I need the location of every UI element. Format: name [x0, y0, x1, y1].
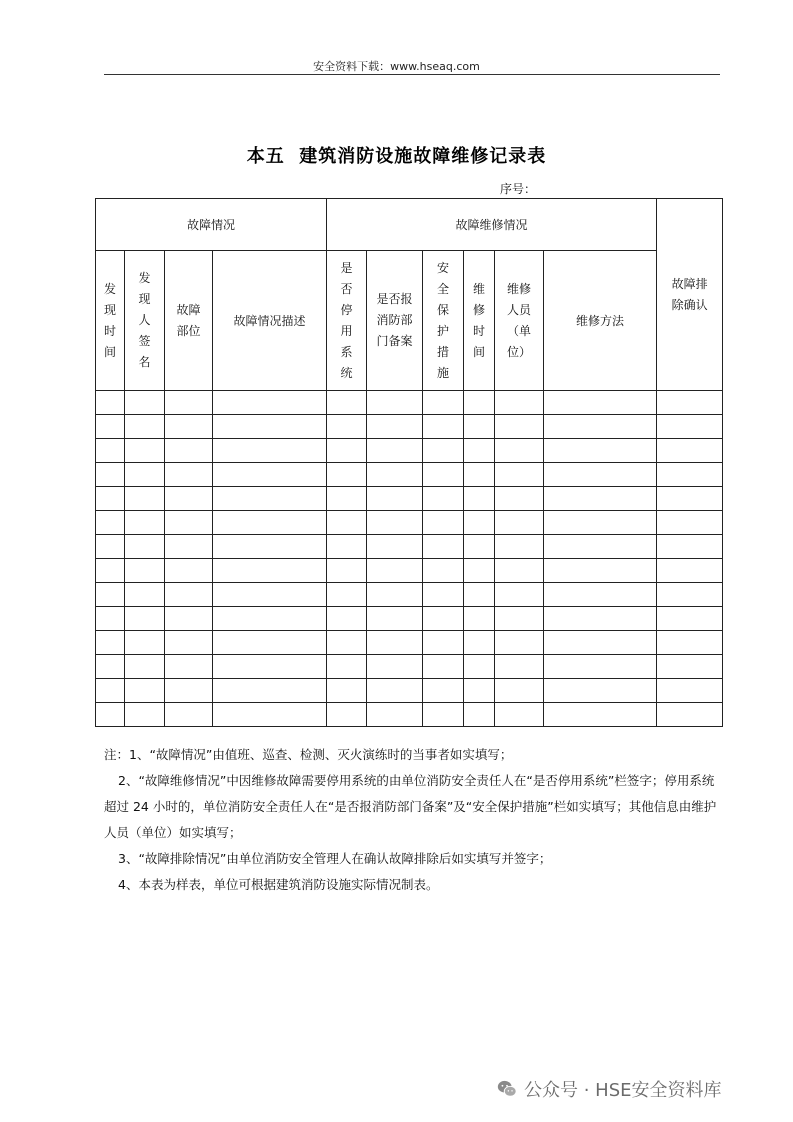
table-cell[interactable] — [464, 583, 495, 607]
table-cell[interactable] — [367, 535, 423, 559]
table-row — [96, 535, 723, 559]
table-row — [96, 679, 723, 703]
group-header-fault: 故障情况 — [96, 199, 327, 251]
table-cell[interactable] — [96, 583, 125, 607]
table-cell[interactable] — [464, 439, 495, 463]
table-cell[interactable] — [96, 655, 125, 679]
table-cell[interactable] — [423, 679, 464, 703]
table-cell[interactable] — [96, 535, 125, 559]
table-cell[interactable] — [495, 631, 544, 655]
fault-repair-record-table — [95, 198, 723, 727]
table-cell[interactable] — [367, 703, 423, 727]
table-cell[interactable] — [96, 631, 125, 655]
table-cell[interactable] — [657, 391, 723, 415]
col-header-repair-staff — [495, 251, 544, 391]
table-cell[interactable] — [544, 391, 657, 415]
table-cell[interactable] — [327, 487, 367, 511]
table-cell[interactable] — [165, 463, 213, 487]
table-cell[interactable] — [165, 679, 213, 703]
table-cell[interactable] — [213, 703, 327, 727]
table-cell[interactable] — [165, 391, 213, 415]
table-cell[interactable] — [327, 655, 367, 679]
table-cell[interactable] — [423, 415, 464, 439]
table-cell[interactable] — [213, 463, 327, 487]
table-cell[interactable] — [423, 655, 464, 679]
note-2: 2、“故障维修情况”中因维修故障需要停用系统的由单位消防安全责任人在“是否停用系统”栏签字；停用系统超过 24 小时的，单位消防安全责任人在“是否报消防部门备案”及“安全保护措施”栏如实填写；其他信息由维护人员（单位）如实填写； — [104, 773, 717, 840]
table-cell[interactable] — [327, 391, 367, 415]
table-cell[interactable] — [544, 463, 657, 487]
col-header-found-time-text: 发现时间 — [103, 281, 116, 359]
table-cell[interactable] — [367, 655, 423, 679]
col-header-repair-staff-text: 维修人员（单位） — [507, 281, 532, 359]
table-cell[interactable] — [367, 607, 423, 631]
col-header-found-time — [96, 251, 125, 391]
table-cell[interactable] — [125, 679, 165, 703]
table-cell[interactable] — [464, 679, 495, 703]
table-row — [96, 655, 723, 679]
table-cell[interactable] — [96, 391, 125, 415]
table-cell[interactable] — [96, 415, 125, 439]
table-cell[interactable] — [96, 511, 125, 535]
table-cell[interactable] — [544, 631, 657, 655]
col-header-fault-description: 故障情况描述 — [213, 251, 327, 391]
table-cell[interactable] — [125, 487, 165, 511]
table-cell[interactable] — [165, 703, 213, 727]
table-cell[interactable] — [125, 607, 165, 631]
table-cell[interactable] — [657, 511, 723, 535]
table-cell[interactable] — [464, 559, 495, 583]
table-cell[interactable] — [423, 607, 464, 631]
col-header-confirm-text: 故障排除确认 — [671, 276, 708, 312]
table-cell[interactable] — [327, 559, 367, 583]
table-cell[interactable] — [125, 703, 165, 727]
table-cell[interactable] — [544, 583, 657, 607]
table-cell[interactable] — [96, 607, 125, 631]
table-cell[interactable] — [125, 415, 165, 439]
col-header-repair-method: 维修方法 — [544, 251, 657, 391]
table-cell[interactable] — [96, 559, 125, 583]
table-cell[interactable] — [367, 631, 423, 655]
table-cell[interactable] — [213, 415, 327, 439]
col-header-fault-location-text: 故障部位 — [176, 302, 201, 338]
table-cell[interactable] — [423, 487, 464, 511]
table-row — [96, 391, 723, 415]
table-cell[interactable] — [464, 391, 495, 415]
table-cell[interactable] — [495, 463, 544, 487]
table-row — [96, 487, 723, 511]
table-row — [96, 583, 723, 607]
table-cell[interactable] — [657, 439, 723, 463]
table-cell[interactable] — [367, 487, 423, 511]
table-cell[interactable] — [464, 631, 495, 655]
table-cell[interactable] — [423, 391, 464, 415]
table-cell[interactable] — [125, 391, 165, 415]
table-cell[interactable] — [423, 583, 464, 607]
table-cell[interactable] — [657, 655, 723, 679]
table-cell[interactable] — [464, 703, 495, 727]
table-cell[interactable] — [657, 415, 723, 439]
table-cell[interactable] — [213, 535, 327, 559]
table-cell[interactable] — [544, 487, 657, 511]
table-cell[interactable] — [96, 439, 125, 463]
table-cell[interactable] — [327, 703, 367, 727]
col-header-finder-sign-text: 发现人签名 — [138, 271, 151, 369]
table-cell[interactable] — [327, 583, 367, 607]
table-cell[interactable] — [495, 607, 544, 631]
table-cell[interactable] — [367, 559, 423, 583]
table-cell[interactable] — [367, 415, 423, 439]
table-cell[interactable] — [423, 631, 464, 655]
table-cell[interactable] — [327, 439, 367, 463]
table-cell[interactable] — [495, 583, 544, 607]
table-cell[interactable] — [544, 607, 657, 631]
table-cell[interactable] — [125, 535, 165, 559]
table-cell[interactable] — [464, 487, 495, 511]
table-cell[interactable] — [125, 559, 165, 583]
table-cell[interactable] — [423, 559, 464, 583]
page-title: 本五 建筑消防设施故障维修记录表 — [246, 146, 547, 167]
table-cell[interactable] — [165, 439, 213, 463]
table-cell[interactable] — [495, 535, 544, 559]
note-4: 4、本表为样表，单位可根据建筑消防设施实际情况制表。 — [118, 877, 439, 892]
table-cell[interactable] — [125, 655, 165, 679]
table-cell[interactable] — [544, 535, 657, 559]
table-cell[interactable] — [495, 559, 544, 583]
table-cell[interactable] — [464, 535, 495, 559]
table-row — [96, 463, 723, 487]
table-cell[interactable] — [495, 511, 544, 535]
table-cell[interactable] — [657, 463, 723, 487]
table-cell[interactable] — [213, 511, 327, 535]
table-cell[interactable] — [544, 439, 657, 463]
table-cell[interactable] — [495, 703, 544, 727]
table-cell[interactable] — [464, 655, 495, 679]
table-cell[interactable] — [367, 583, 423, 607]
table-body — [96, 391, 723, 727]
table-cell[interactable] — [495, 655, 544, 679]
table-cell[interactable] — [464, 463, 495, 487]
table-cell[interactable] — [213, 559, 327, 583]
table-cell[interactable] — [213, 607, 327, 631]
table-cell[interactable] — [125, 631, 165, 655]
table-cell[interactable] — [657, 679, 723, 703]
table-cell[interactable] — [423, 511, 464, 535]
serial-number-label: 序号： — [500, 182, 537, 196]
table-cell[interactable] — [213, 679, 327, 703]
table-cell[interactable] — [367, 439, 423, 463]
table-cell[interactable] — [327, 511, 367, 535]
table-cell[interactable] — [544, 703, 657, 727]
table-cell[interactable] — [327, 607, 367, 631]
table-cell[interactable] — [165, 487, 213, 511]
col-header-confirm — [657, 199, 723, 391]
table-cell[interactable] — [657, 703, 723, 727]
col-header-safety-measures-text: 安全保护措施 — [437, 260, 450, 380]
table-cell[interactable] — [96, 679, 125, 703]
table-cell[interactable] — [165, 559, 213, 583]
table-cell[interactable] — [125, 463, 165, 487]
table-cell[interactable] — [495, 487, 544, 511]
table-cell[interactable] — [96, 487, 125, 511]
table-cell[interactable] — [327, 535, 367, 559]
header-rule — [104, 74, 720, 75]
col-header-fire-dept-filing-text: 是否报消防部门备案 — [376, 292, 413, 348]
table-cell[interactable] — [464, 511, 495, 535]
table-cell[interactable] — [165, 415, 213, 439]
table-cell[interactable] — [165, 535, 213, 559]
table-row — [96, 607, 723, 631]
table-cell[interactable] — [367, 391, 423, 415]
table-cell[interactable] — [125, 583, 165, 607]
table-cell[interactable] — [423, 535, 464, 559]
table-cell[interactable] — [213, 655, 327, 679]
table-row — [96, 415, 723, 439]
table-cell[interactable] — [423, 703, 464, 727]
table-cell[interactable] — [327, 679, 367, 703]
table-cell[interactable] — [96, 703, 125, 727]
table-cell[interactable] — [213, 391, 327, 415]
col-header-system-disabled — [327, 251, 367, 391]
table-cell[interactable] — [544, 511, 657, 535]
group-header-repair: 故障维修情况 — [327, 199, 657, 251]
table-cell[interactable] — [495, 391, 544, 415]
table-row — [96, 631, 723, 655]
table-cell[interactable] — [96, 463, 125, 487]
table-cell[interactable] — [125, 439, 165, 463]
table-cell[interactable] — [213, 583, 327, 607]
table-cell[interactable] — [165, 655, 213, 679]
table-cell[interactable] — [495, 679, 544, 703]
table-cell[interactable] — [125, 511, 165, 535]
table-cell[interactable] — [327, 463, 367, 487]
table-cell[interactable] — [464, 415, 495, 439]
table-row — [96, 439, 723, 463]
col-header-repair-time-text: 维修时间 — [473, 281, 486, 359]
table-cell[interactable] — [423, 439, 464, 463]
table-row — [96, 511, 723, 535]
table-cell[interactable] — [657, 583, 723, 607]
table-cell[interactable] — [544, 679, 657, 703]
table-cell[interactable] — [495, 439, 544, 463]
table-cell[interactable] — [165, 631, 213, 655]
table-cell[interactable] — [367, 511, 423, 535]
col-header-fault-location — [165, 251, 213, 391]
table-cell[interactable] — [165, 511, 213, 535]
table-cell[interactable] — [495, 415, 544, 439]
wechat-icon — [496, 1078, 518, 1100]
table-cell[interactable] — [657, 607, 723, 631]
table-cell[interactable] — [327, 631, 367, 655]
table-cell[interactable] — [423, 463, 464, 487]
col-header-repair-time — [464, 251, 495, 391]
col-header-fire-dept-filing — [367, 251, 423, 391]
table-cell[interactable] — [544, 655, 657, 679]
table-row — [96, 559, 723, 583]
table-cell[interactable] — [657, 559, 723, 583]
table-cell[interactable] — [165, 583, 213, 607]
table-cell[interactable] — [367, 463, 423, 487]
table-cell[interactable] — [464, 607, 495, 631]
col-header-system-disabled-text: 是否停用系统 — [340, 260, 353, 380]
table-cell[interactable] — [213, 631, 327, 655]
table-cell[interactable] — [657, 535, 723, 559]
table-cell[interactable] — [367, 679, 423, 703]
table-cell[interactable] — [657, 631, 723, 655]
table-row — [96, 703, 723, 727]
watermark-text: 公众号 · HSE安全资料库 — [524, 1080, 722, 1101]
notes-section — [104, 742, 720, 898]
table-cell[interactable] — [544, 415, 657, 439]
table-cell[interactable] — [327, 415, 367, 439]
watermark — [496, 1076, 722, 1102]
table-cell[interactable] — [657, 487, 723, 511]
note-3: 3、“故障排除情况”由单位消防安全管理人在确认故障排除后如实填写并签字； — [118, 851, 552, 866]
table-cell[interactable] — [544, 559, 657, 583]
note-1: 注：1、“故障情况”由值班、巡查、检测、灭火演练时的当事者如实填写； — [104, 747, 513, 762]
table-cell[interactable] — [213, 487, 327, 511]
page-header: 安全资料下载：www.hseaq.com — [313, 60, 480, 73]
table-cell[interactable] — [165, 607, 213, 631]
col-header-safety-measures — [423, 251, 464, 391]
col-header-finder-sign — [125, 251, 165, 391]
table-cell[interactable] — [213, 439, 327, 463]
